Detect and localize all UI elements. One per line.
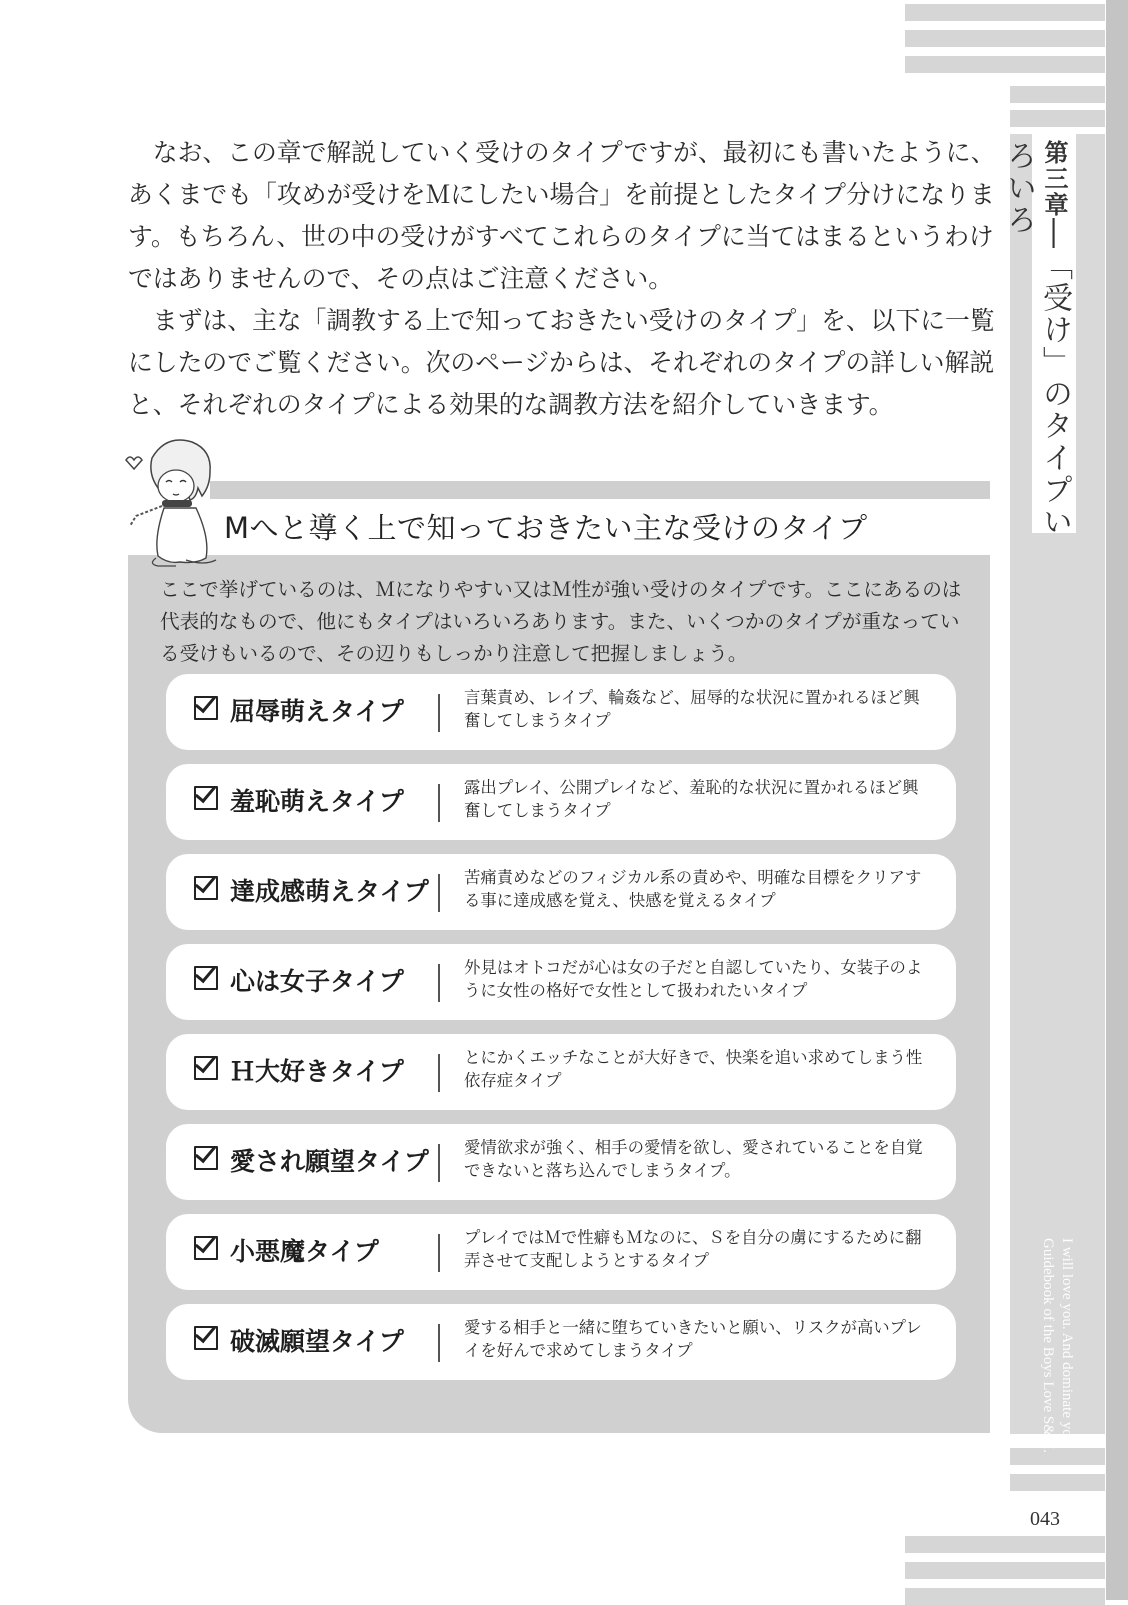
type-name: 愛され願望タイプ	[230, 1147, 429, 1176]
type-card-3	[166, 854, 956, 930]
chapter-title: 「受け」のタイプいろいろ	[1001, 140, 1072, 538]
type-description: 外見はオトコだが心は女の子だと自認していたり、女装子のように女性の格好で女性として扱われたいタイプ	[464, 958, 923, 1000]
checkbox-icon	[194, 786, 218, 810]
type-name: 破滅願望タイプ	[230, 1327, 404, 1356]
stripe	[905, 30, 1105, 47]
book-subtitle	[1036, 1238, 1076, 1478]
type-card-4	[166, 944, 956, 1020]
type-description: とにかくエッチなことが大好きで、快楽を追い求めてしまう性依存症タイプ	[464, 1048, 923, 1090]
intro-text	[128, 132, 998, 426]
type-name: 屈辱萌えタイプ	[230, 697, 404, 726]
chapter-number: 第三章	[1040, 140, 1068, 218]
type-description: 露出プレイ、公開プレイなど、羞恥的な状況に置かれるほど興奮してしまうタイプ	[464, 778, 919, 820]
checkbox-icon	[194, 966, 218, 990]
type-name: 達成感萌えタイプ	[230, 877, 429, 906]
book-subtitle-line2: Guidebook of the Boys Love S&M.	[1040, 1238, 1056, 1453]
type-description: 愛情欲求が強く、相手の愛情を欲し、愛されていることを自覚できないと落ち込んでしまうタイプ。	[464, 1138, 923, 1180]
checkbox-icon	[194, 876, 218, 900]
type-card-2	[166, 764, 956, 840]
type-card-7	[166, 1214, 956, 1290]
divider	[438, 1054, 440, 1092]
heart-icon	[126, 457, 142, 469]
stripe	[1010, 86, 1105, 103]
chain-shape	[130, 506, 162, 526]
checkbox-icon	[194, 1236, 218, 1260]
type-description: 苦痛責めなどのフィジカル系の責めや、明確な目標をクリアする事に達成感を覚え、快感を覚えるタイプ	[464, 868, 922, 910]
divider	[438, 874, 440, 912]
chapter-heading	[1001, 140, 1072, 540]
divider	[438, 1324, 440, 1362]
panel-header-bar	[210, 481, 990, 499]
book-subtitle-line1: I will love you. And dominate you.	[1059, 1238, 1075, 1448]
panel-description: ここで挙げているのは、Ｍになりやすい又はＭ性が強い受けのタイプです。ここにあるのは代表的なもので、他にもタイプはいろいろあります。また、いくつかのタイプが重なっている受けもいるので、その辺りもしっかり注意して把握しましょう。	[160, 578, 962, 665]
divider	[438, 1234, 440, 1272]
type-name: Ｈ大好きタイプ	[230, 1057, 404, 1086]
collar-shape	[162, 500, 192, 507]
type-card-6	[166, 1124, 956, 1200]
intro-paragraph-1: なお、この章で解説していく受けのタイプですが、最初にも書いたように、あくまでも「攻めが受けをＭにしたい場合」を前提としたタイプ分けになります。もちろん、世の中の受けがすべてこれらのタイプに当てはまるというわけではありませんので、その点はご注意ください。	[128, 138, 996, 293]
checkbox-icon	[194, 1146, 218, 1170]
type-name: 羞恥萌えタイプ	[230, 787, 404, 816]
face-shape	[158, 470, 194, 502]
stripe	[905, 1588, 1105, 1605]
type-card-5	[166, 1034, 956, 1110]
type-description: 愛する相手と一緒に堕ちていきたいと願い、リスクが高いプレイを好んで求めてしまうタイプ	[464, 1318, 922, 1360]
divider	[438, 784, 440, 822]
stripe	[905, 56, 1105, 73]
checkbox-icon	[194, 1326, 218, 1350]
type-name: 心は女子タイプ	[230, 967, 404, 996]
page-number: 043	[1030, 1508, 1060, 1530]
divider	[438, 1144, 440, 1182]
stripe	[905, 4, 1105, 21]
mascot-illustration	[116, 430, 228, 570]
type-card-8	[166, 1304, 956, 1380]
stripe	[1010, 110, 1105, 127]
chapter-separator: ―	[1037, 218, 1072, 250]
divider	[438, 694, 440, 732]
type-card-1	[166, 674, 956, 750]
intro-paragraph-2: まずは、主な「調教する上で知っておきたい受けのタイプ」を、以下に一覧にしたのでご覧ください。次のページからは、それぞれのタイプの詳しい解説と、それぞれのタイプによる効果的な調教方法を紹介していきます。	[128, 306, 995, 419]
page-edge	[1106, 0, 1128, 1600]
type-name: 小悪魔タイプ	[230, 1237, 379, 1266]
stripe	[905, 1536, 1105, 1553]
stripe	[905, 1562, 1105, 1579]
checkbox-icon	[194, 696, 218, 720]
divider	[438, 964, 440, 1002]
type-description: 言葉責め、レイプ、輪姦など、屈辱的な状況に置かれるほど興奮してしまうタイプ	[464, 688, 920, 730]
panel-title: Mへと導く上で知っておきたい主な受けのタイプ	[224, 511, 868, 545]
body-shape	[157, 508, 207, 563]
type-description: プレイではＭで性癖もＭなのに、Ｓを自分の虜にするために翻弄させて支配しようとするタイプ	[464, 1228, 922, 1270]
checkbox-icon	[194, 1056, 218, 1080]
